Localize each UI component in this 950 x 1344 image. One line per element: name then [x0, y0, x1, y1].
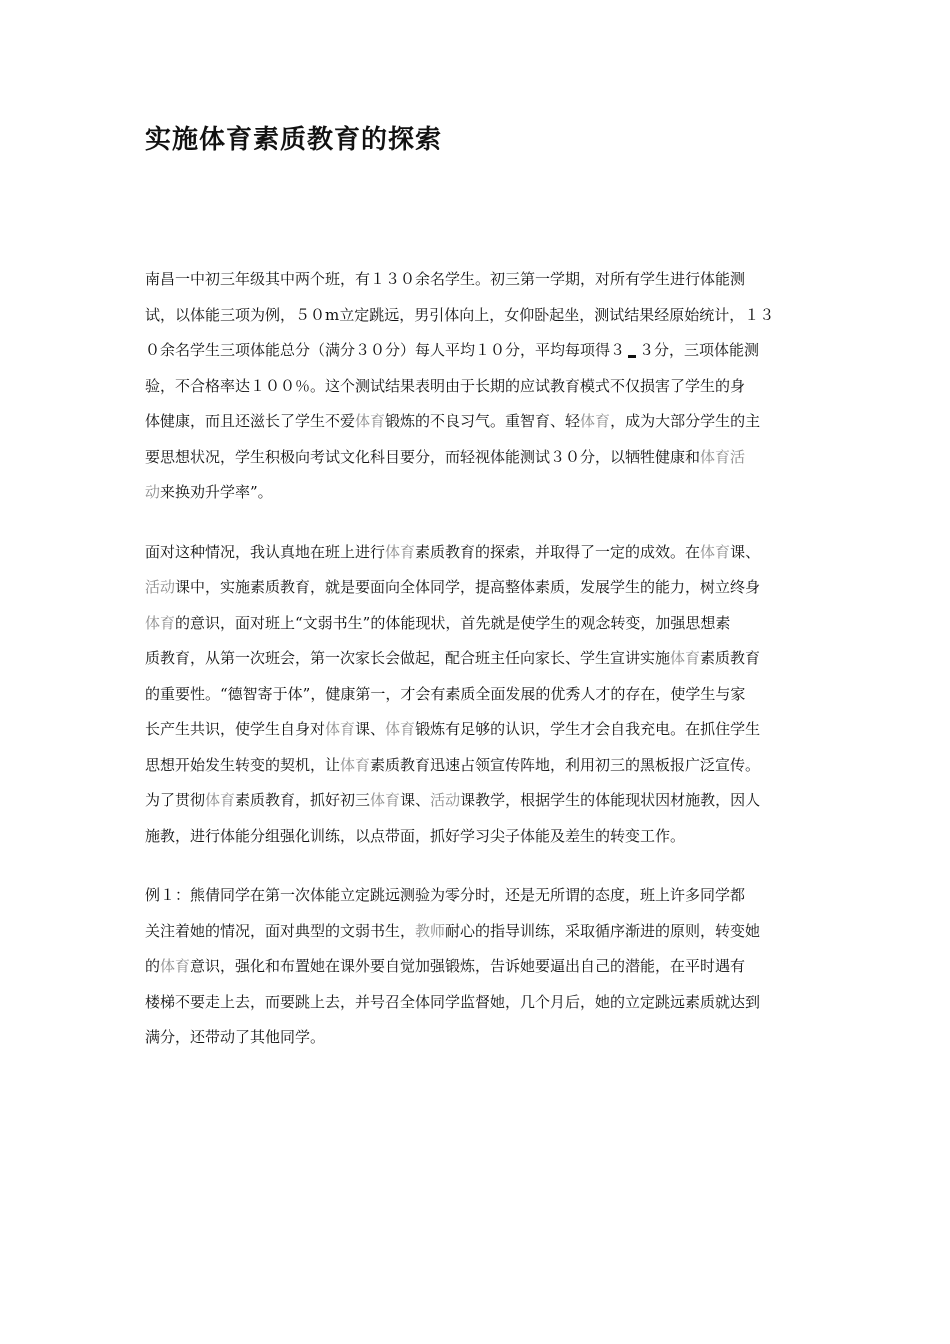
- paragraph-2: [145, 535, 810, 855]
- text-run: ，成为大部分学生的主: [610, 412, 761, 430]
- text-run: 意识，强化和布置她在课外要自觉加强锻炼，告诉她要逼出自己的潜能，在平时遇有: [190, 957, 746, 975]
- keyword-link[interactable]: 体育活: [700, 447, 746, 466]
- keyword-link[interactable]: 体育: [340, 755, 371, 774]
- text-run: 的: [145, 957, 161, 975]
- text-line: [145, 783, 810, 819]
- keyword-link[interactable]: 体育: [160, 957, 191, 975]
- text-run: 锻炼的不良习气。重智育、轻: [385, 412, 581, 430]
- text-line: [145, 914, 810, 950]
- text-line: [145, 1020, 810, 1056]
- keyword-link[interactable]: 体育: [370, 791, 401, 809]
- keyword-link[interactable]: 体育: [385, 720, 416, 738]
- text-line: [145, 570, 810, 606]
- text-run: ０余名学生三项体能总分（满分３０分）每人平均１０分，平均每项得３: [145, 341, 626, 359]
- text-run: 素质教育迅速占领宣传阵地，利用初三的黑板报广泛宣传。: [370, 755, 761, 774]
- text-run: 素质教育: [700, 649, 761, 667]
- text-line: [145, 475, 810, 511]
- text-line: [145, 535, 810, 571]
- text-line: [145, 985, 810, 1021]
- keyword-link[interactable]: 动: [145, 483, 161, 501]
- text-line: [145, 748, 810, 784]
- keyword-link[interactable]: 体育: [355, 412, 386, 430]
- text-line: [145, 369, 810, 405]
- keyword-link[interactable]: 活动: [430, 791, 461, 809]
- text-run: 楼梯不要走上去，而要跳上去，并号召全体同学监督她，几个月后，她的立定跳远素质就达到: [145, 992, 761, 1011]
- text-run: 质教育，从第一次班会，第一次家长会做起，配合班主任向家长、学生宣讲实施: [145, 649, 671, 667]
- paragraph-3: [145, 878, 810, 1056]
- text-run: 长产生共识，使学生自身对: [145, 720, 326, 738]
- text-run: 为了贯彻: [145, 791, 206, 809]
- text-run: 的意识，面对班上“文弱书生”的体能现状，首先就是使学生的观念转变，加强思想素: [175, 613, 731, 632]
- text-line: [145, 819, 810, 855]
- keyword-link[interactable]: 活动: [145, 578, 176, 596]
- keyword-link[interactable]: 体育: [670, 649, 701, 667]
- text-line: [145, 878, 810, 914]
- text-run: 耐心的指导训练，采取循序渐进的原则，转变她: [445, 921, 761, 940]
- keyword-link[interactable]: 体育: [145, 613, 176, 632]
- document-body: [145, 262, 810, 1080]
- keyword-link[interactable]: 体育: [205, 791, 236, 809]
- text-line: [145, 949, 810, 985]
- text-run: 来换劝升学率”。: [160, 483, 273, 501]
- text-run: 关注着她的情况，面对典型的文弱书生，: [145, 921, 416, 940]
- text-run: 试，以体能三项为例，５０m立定跳远，男引体向上，女仰卧起坐，测试结果经原始统计，１３: [145, 305, 775, 324]
- text-line: [145, 440, 810, 476]
- keyword-link[interactable]: 体育: [700, 542, 731, 561]
- text-run: 南昌一中初三年级其中两个班，有１３０余名学生。初三第一学期，对所有学生进行体能测: [145, 270, 746, 288]
- text-line: [145, 404, 810, 440]
- text-run: 施教，进行体能分组强化训练，以点带面，抓好学习尖子体能及差生的转变工作。: [145, 826, 686, 845]
- text-run: 课教学，根据学生的体能现状因材施教，因人: [460, 791, 761, 809]
- keyword-link[interactable]: 体育: [580, 412, 611, 430]
- text-run: 验，不合格率达１００％。这个测试结果表明由于长期的应试教育模式不仅损害了学生的身: [145, 376, 746, 395]
- text-line: [145, 262, 810, 298]
- text-run: 例１：熊倩同学在第一次体能立定跳远测验为零分时，还是无所谓的态度，班上许多同学都: [145, 886, 746, 904]
- text-run: 思想开始发生转变的契机，让: [145, 755, 341, 774]
- keyword-link[interactable]: 体育: [385, 542, 416, 561]
- text-run: 课中，实施素质教育，就是要面向全体同学，提高整体素质，发展学生的能力，树立终身: [175, 578, 761, 596]
- text-run: 课、: [730, 542, 761, 561]
- text-run: 要思想状况，学生积极向考试文化科目要分，而轻视体能测试３０分，以牺牲健康和: [145, 447, 701, 466]
- text-run: 课、: [355, 720, 386, 738]
- keyword-link[interactable]: 体育: [325, 720, 356, 738]
- text-line: [145, 298, 810, 334]
- paragraph-1: [145, 262, 810, 511]
- document-title: 实施体育素质教育的探索: [145, 125, 443, 155]
- text-run: 锻炼有足够的认识，学生才会自我充电。在抓住学生: [415, 720, 761, 738]
- keyword-link[interactable]: 教师: [415, 921, 446, 940]
- text-run: 体健康，而且还滋长了学生不爱: [145, 412, 356, 430]
- text-line: [145, 677, 810, 713]
- text-run: 面对这种情况，我认真地在班上进行: [145, 542, 386, 561]
- text-run: 满分，还带动了其他同学。: [145, 1028, 326, 1046]
- garbled-glyph-mark: [628, 355, 636, 358]
- text-line: [145, 333, 810, 369]
- text-run: 课、: [400, 791, 431, 809]
- text-line: [145, 641, 810, 677]
- text-line: [145, 606, 810, 642]
- text-line: [145, 712, 810, 748]
- text-run: 的重要性。“德智寄于体”，健康第一，才会有素质全面发展的优秀人才的存在，使学生与家: [145, 684, 746, 703]
- text-run: 素质教育的探索，并取得了一定的成效。在: [415, 542, 701, 561]
- text-run: 素质教育，抓好初三: [235, 791, 371, 809]
- text-run: ３分，三项体能测: [639, 341, 760, 359]
